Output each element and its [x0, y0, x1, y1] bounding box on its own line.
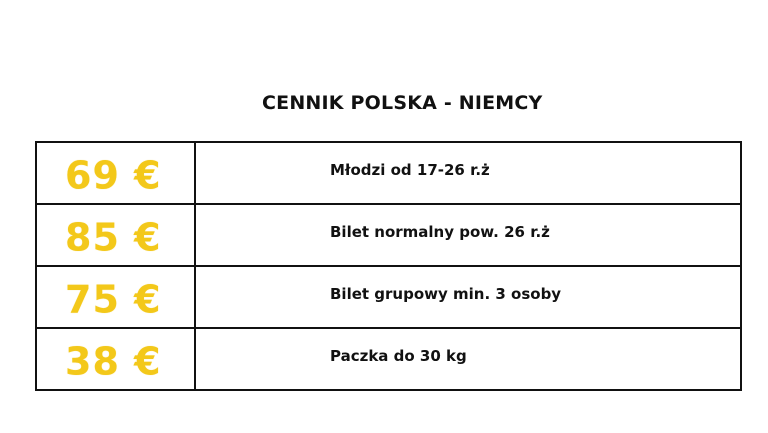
price-value: 69 €	[65, 153, 162, 198]
price-value: 38 €	[65, 339, 162, 384]
price-cell	[36, 142, 195, 204]
price-value: 75 €	[65, 277, 162, 322]
price-cell	[36, 266, 195, 328]
ticket-description: Paczka do 30 kg	[330, 347, 467, 365]
page-title: CENNIK POLSKA - NIEMCY	[262, 92, 543, 114]
ticket-description: Bilet normalny pow. 26 r.ż	[330, 223, 550, 241]
table-row	[36, 328, 741, 390]
description-cell	[195, 266, 741, 328]
price-value: 85 €	[65, 215, 162, 260]
price-cell	[36, 328, 195, 390]
table-row	[36, 266, 741, 328]
description-cell	[195, 142, 741, 204]
ticket-description: Młodzi od 17-26 r.ż	[330, 161, 490, 179]
price-table	[35, 141, 742, 391]
table-row	[36, 204, 741, 266]
description-cell	[195, 204, 741, 266]
description-cell	[195, 328, 741, 390]
ticket-description: Bilet grupowy min. 3 osoby	[330, 285, 562, 303]
table-row	[36, 142, 741, 204]
price-cell	[36, 204, 195, 266]
